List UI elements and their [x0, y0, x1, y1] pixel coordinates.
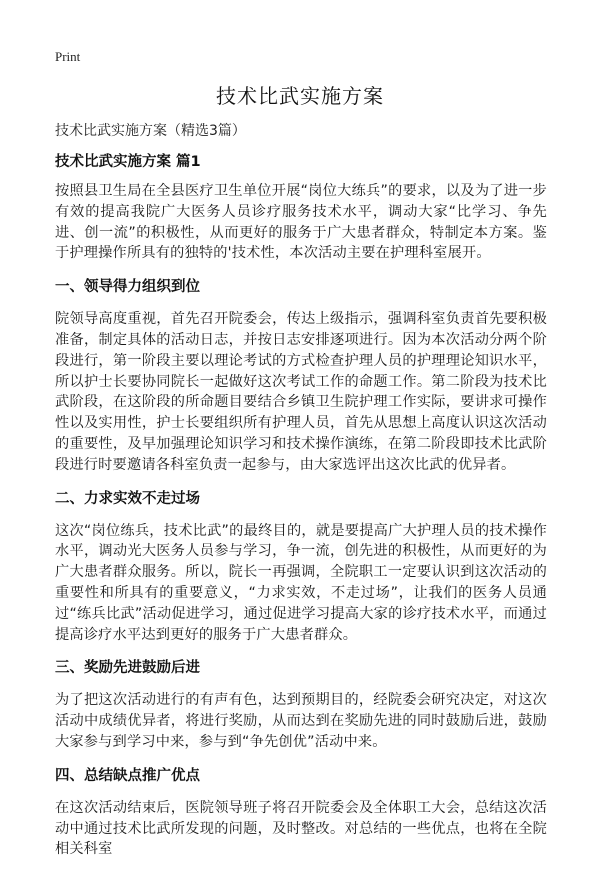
- document-subtitle: 技术比武实施方案（精选3篇）: [55, 123, 246, 139]
- print-label[interactable]: Print: [55, 49, 81, 64]
- document-title: 技术比武实施方案: [216, 84, 384, 108]
- intro-paragraph: 按照县卫生局在全县医疗卫生单位开展“岗位大练兵”的要求，以及为了进一步有效的提高我院广大医务人员诊疗服务技术水平，调动大家“比学习、争先进、创一流”的积极性，从而更好的服务于广大患者群众，特制定本方案。鉴于护理操作所具有的独特的'技术性，本次活动主要在护理科室展开。: [55, 183, 547, 262]
- section-body-effectiveness: 这次“岗位练兵，技术比武”的最终目的，就是要提高广大护理人员的技术操作水平，调动光大医务人员参与学习，争一流，创先进的积极性，从而更好的为广大患者群众服务。所以，院长一再强调，全院职工一定要认识到这次活动的重要性和所具有的重要意义，“力求实效，不走过场”，让我们的医务人员通过“练兵比武”活动促进学习，通过促进学习提高大家的诊疗技术水平，而通过提高诊疗水平达到更好的服务于广大患者群众。: [55, 522, 547, 643]
- section-body-rewards: 为了把这次活动进行的有声有色，达到预期目的，经院委会研究决定，对这次活动中成绩优异者，将进行奖励，从而达到在奖励先进的同时鼓励后进，鼓励大家参与到学习中来，参与到“争先创优”活动中来。: [55, 692, 547, 750]
- section-body-leadership: 院领导高度重视，首先召开院委会，传达上级指示，强调科室负责首先要积极准备，制定具体的活动日志，并按日志安排逐项进行。因为本次活动分两个阶段进行，第一阶段主要以理论考试的方式检查护理人员的护理理论知识水平，所以护士长要协同院长一起做好这次考试工作的命题工作。第二阶段为技术比武阶段，在这阶段的所命题目要结合乡镇卫生院护理工作实际，要讲求可操作性以及实用性，护士长要组织所有护理人员，首先从思想上高度认识这次活动的重要性，及早加强理论知识学习和技术操作演练，在第二阶段即技术比武阶段进行时要邀请各科室负责一起参与，由大家选评出这次比武的优异者。: [55, 311, 547, 473]
- section-heading-summary: 四、总结缺点推广优点: [55, 767, 200, 784]
- article-title: 技术比武实施方案 篇1: [55, 154, 201, 170]
- section-body-summary: 在这次活动结束后，医院领导班子将召开院委会及全体职工大会，总结这次活动中通过技术比武所发现的问题，及时整改。对总结的一些优点，也将在全院相关科室: [55, 799, 547, 858]
- article-body: [55, 181, 547, 873]
- section-heading-effectiveness: 二、力求实效不走过场: [55, 490, 200, 507]
- section-heading-leadership: 一、领导得力组织到位: [55, 279, 200, 296]
- section-heading-rewards: 三、奖励先进鼓励后进: [55, 660, 200, 677]
